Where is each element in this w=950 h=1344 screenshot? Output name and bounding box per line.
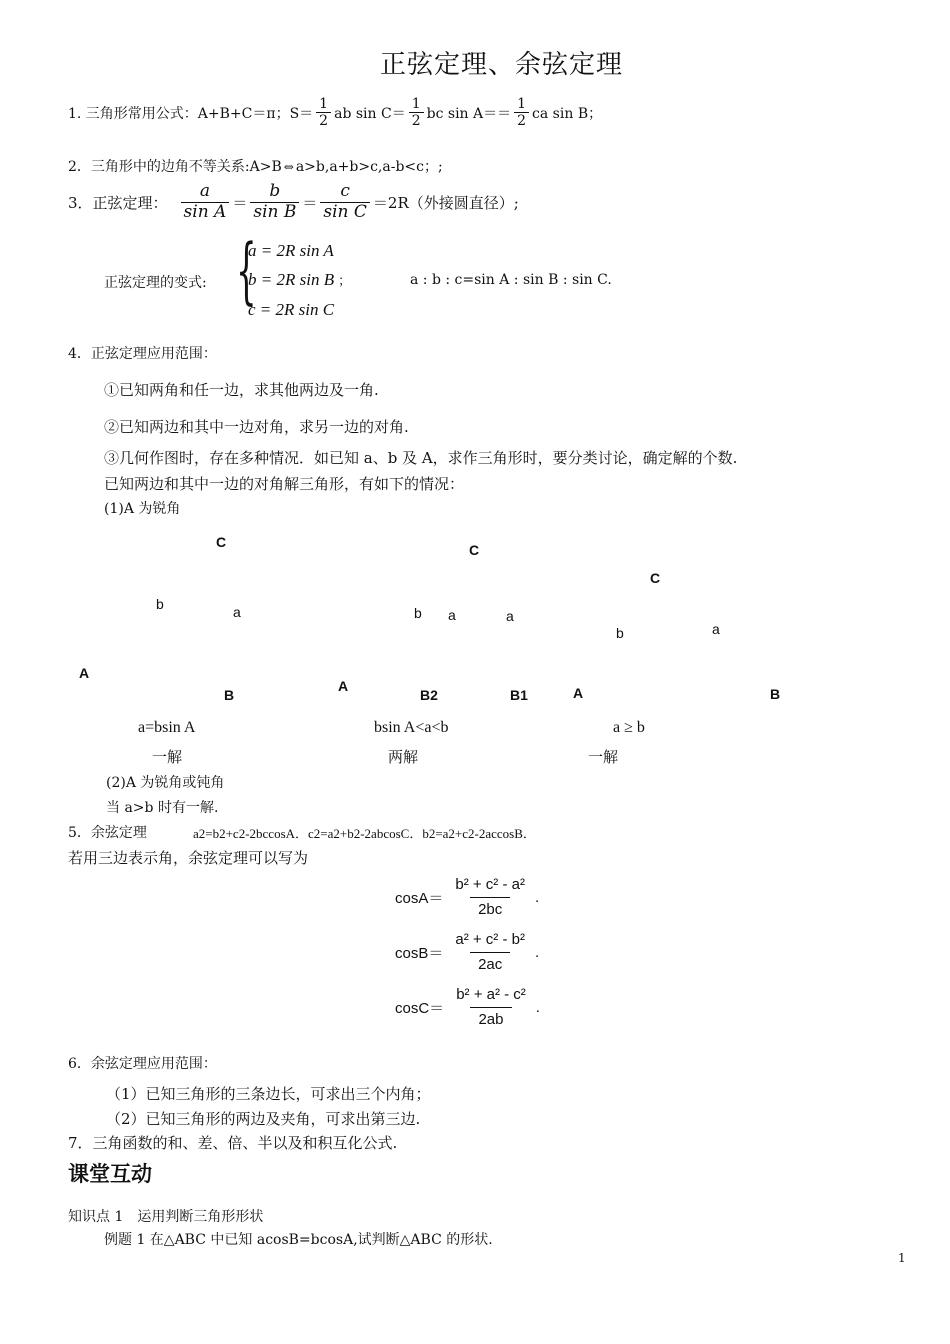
item-4-heading: 4．正弦定理应用范围： [68, 346, 217, 362]
diagram-3-side-a: a [712, 621, 720, 637]
diagram-2-vertex-B1: B1 [510, 687, 528, 703]
diagram-3-side-b: b [616, 625, 624, 641]
cosine-law-intro: 若用三边表示角，余弦定理可以写为 [68, 849, 309, 867]
diagram-1-vertex-A: A [79, 665, 90, 681]
iff-icon: ⇔ [283, 160, 294, 174]
case-list-item-3: ③几何作图时，存在多种情况．如已知 a、b 及 A，求作三角形时，要分类讨论，确定解的个数. [104, 449, 738, 467]
solution-count-1: 一解 [152, 748, 183, 766]
item-6-point-2: （2）已知三角形的两边及夹角，可求出第三边. [106, 1110, 421, 1128]
diagram-2-side-a1: a [448, 607, 456, 623]
sine-law-variant-label: 正弦定理的变式: [104, 275, 207, 291]
left-brace-icon: { [236, 228, 257, 312]
cosA-formula: cosA＝ $\frac{\text{b² + c² - a²}}{2bc}$ . [395, 875, 539, 921]
knowledge-point-heading: 知识点 1 运用判断三角形形状 [68, 1209, 264, 1225]
item-1-tail-3: ca sin B； [532, 105, 603, 122]
item-5-heading: 5．余弦定理 [68, 825, 147, 841]
item-1-tail-1: ab sin C＝ [334, 105, 406, 122]
diagram-1-vertex-B: B [224, 687, 235, 703]
condition-2: bsin A<a<b [374, 719, 449, 736]
case-2-heading: (2)A 为锐角或钝角 [106, 775, 225, 791]
cosC-formula: cosC＝ $\frac{\text{b² + a² - c²}}{2ab}$ . [395, 985, 540, 1031]
case-list-item-1: ①已知两角和任一边，求其他两边及一角. [104, 381, 379, 399]
item-1-prefix: 1. 三角形常用公式：A+B+C＝π；S＝ [68, 105, 314, 122]
item-6-point-1: （1）已知三角形的三条边长，可求出三个内角； [106, 1085, 431, 1103]
fraction-half-1: $\frac{1}{2}$ [316, 96, 331, 129]
item-3-sine-law: 3．正弦定理： $\frac{a}{\text{sin A}}$ ＝ $\frac{b}{\text{sin B}}$ ＝ $\frac{c}{\text{sin C}}$ ＝2R（外接圆直径）; [68, 181, 519, 222]
sine-ratio: a : b : c=sin A : sin B : sin C. [410, 272, 612, 288]
diagram-2-vertex-C: C [469, 542, 480, 558]
solution-count-3: 一解 [588, 748, 619, 766]
item-6-heading: 6．余弦定理应用范围： [68, 1056, 217, 1072]
fraction-c-sinC: $\frac{c}{\text{sin C}}$ [320, 182, 370, 222]
case-list-item-2: ②已知两边和其中一边对角，求另一边的对角. [104, 418, 409, 436]
page-title: 正弦定理、余弦定理 [380, 50, 624, 80]
cosine-law-formulas: a2=b2+c2-2bccosA．c2=a2+b2-2abcosC．b2=a2+c2-2accosB． [193, 826, 536, 841]
diagram-2-side-a2: a [506, 608, 514, 624]
case-1-heading: (1)A 为锐角 [104, 501, 181, 517]
diagram-2-vertex-B2: B2 [420, 687, 438, 703]
item-1-tail-2: bc sin A＝＝ [426, 105, 512, 122]
example-1: 例题 1 在△ABC 中已知 acosB=bcosA,试判断△ABC 的形状. [104, 1232, 493, 1248]
fraction-half-3: $\frac{1}{2}$ [514, 96, 529, 129]
diagram-1-side-a: a [233, 604, 241, 620]
fraction-half-2: $\frac{1}{2}$ [409, 96, 424, 129]
diagram-3-vertex-C: C [650, 570, 661, 586]
diagram-3-vertex-B: B [770, 686, 781, 702]
solution-count-2: 两解 [388, 748, 419, 766]
diagram-1-vertex-C: C [216, 534, 227, 550]
page-number: 1 [898, 1251, 906, 1265]
condition-3: a ≥ b [613, 719, 645, 736]
diagram-2-side-b: b [414, 605, 422, 621]
item-1-area-formulas [68, 96, 602, 129]
fraction-a-sinA: $\frac{a}{\text{sin A}}$ [181, 182, 230, 222]
diagram-2-vertex-A: A [338, 678, 349, 694]
cosB-formula: cosB＝ $\frac{\text{a² + c² - b²}}{2ac}$ . [395, 930, 539, 976]
item-7: 7．三角函数的和、差、倍、半以及和积互化公式. [68, 1134, 398, 1152]
fraction-b-sinB: $\frac{b}{\text{sin B}}$ [250, 182, 299, 222]
diagram-1-side-b: b [156, 596, 164, 612]
item-2-inequality: 2．三角形中的边角不等关系:A>B ⇔ a>b,a+b>c,a-b<c；; [68, 159, 443, 175]
diagram-3-vertex-A: A [573, 685, 584, 701]
section-heading: 课堂互动 [68, 1162, 152, 1186]
condition-1: a=bsin A [138, 719, 196, 736]
case-list-item-4: 已知两边和其中一边的对角解三角形，有如下的情况： [104, 475, 465, 493]
sine-law-variant-system: a = 2R sin A b = 2R sin B ； c = 2R sin C [248, 241, 352, 319]
case-2-note: 当 a>b 时有一解. [106, 800, 219, 816]
